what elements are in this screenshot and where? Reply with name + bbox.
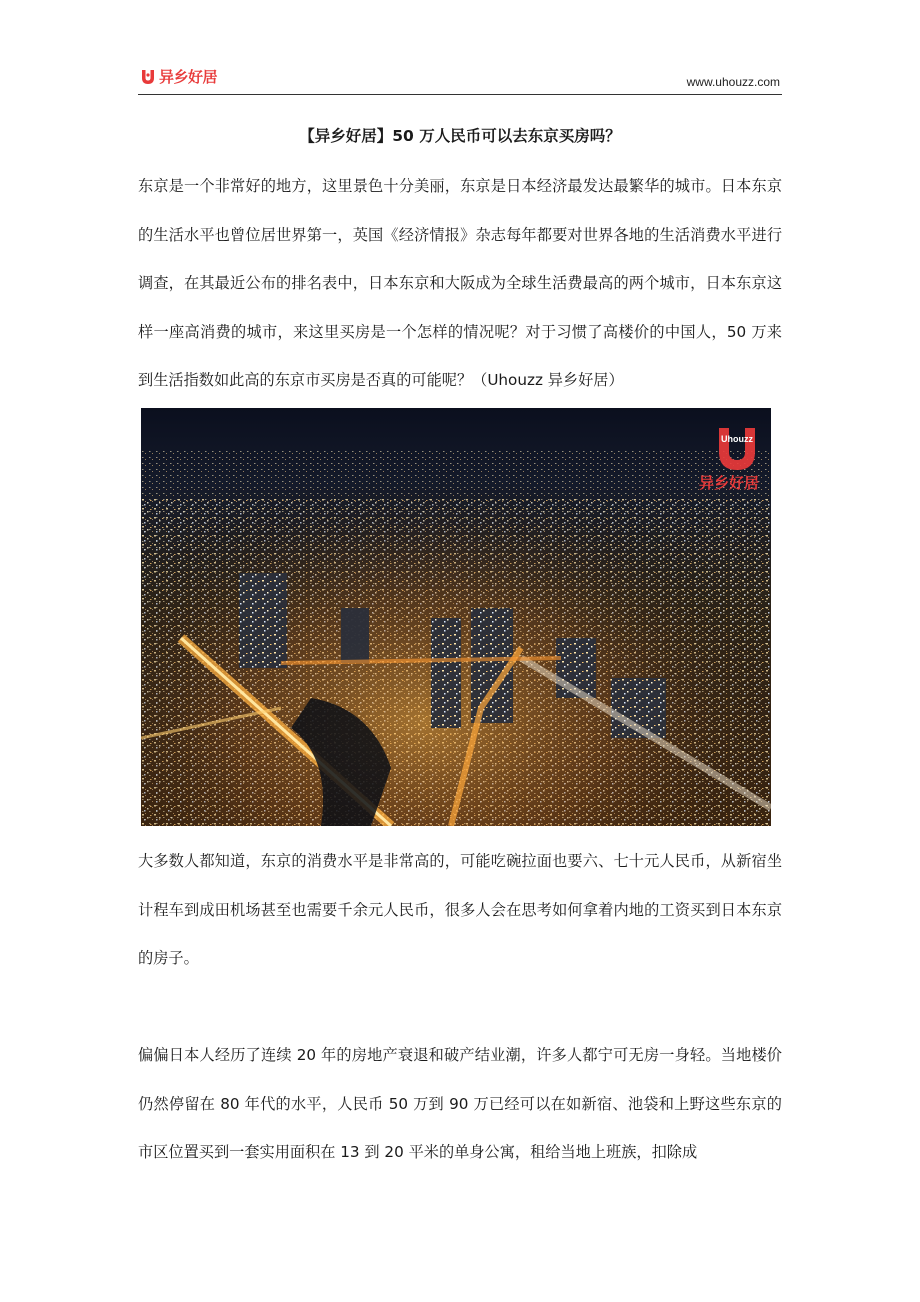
- page-header: [138, 60, 782, 95]
- uhouzz-logo-icon: [140, 68, 156, 85]
- article-paragraph: 大多数人都知道，东京的消费水平是非常高的，可能吃碗拉面也要六、七十元人民币，从新宿坐计程车到成田机场甚至也需要千余元人民币，很多人会在思考如何拿着内地的工资买到日本东京的房子。: [138, 852, 782, 967]
- tokyo-night-cityscape-image: [141, 408, 771, 826]
- article-title: 【异乡好居】50 万人民币可以去东京买房吗？: [299, 127, 621, 145]
- logo-text: 异乡好居: [159, 68, 218, 86]
- watermark-brand: Uhouzz: [721, 434, 753, 444]
- article-paragraph: 偏偏日本人经历了连续 20 年的房地产衰退和破产结业潮，许多人都宁可无房一身轻。当地楼价仍然停留在 80 年代的水平，人民币 50 万到 90 万已经可以在如新宿、池袋和上野这些东京的市区位置买到一套实用面积在 13 到 20 平米的单身公寓，租给当地上班族，扣除成: [138, 1046, 782, 1161]
- cityscape-illustration: [141, 408, 771, 826]
- brand-logo[interactable]: [140, 66, 217, 87]
- site-url-link[interactable]: www.uhouzz.com: [686, 75, 780, 89]
- watermark-text: 异乡好居: [698, 474, 760, 492]
- article-paragraph: 东京是一个非常好的地方，这里景色十分美丽，东京是日本经济最发达最繁华的城市。日本东京的生活水平也曾位居世界第一，英国《经济情报》杂志每年都要对世界各地的生活消费水平进行调查，在其最近公布的排名表中，日本东京和大阪成为全球生活费最高的两个城市，日本东京这样一座高消费的城市，来这里买房是一个怎样的情况呢？对于习惯了高楼价的中国人，50 万来到生活指数如此高的东京市买房是否真的可能呢？（Uhouzz 异乡好居）: [138, 177, 782, 389]
